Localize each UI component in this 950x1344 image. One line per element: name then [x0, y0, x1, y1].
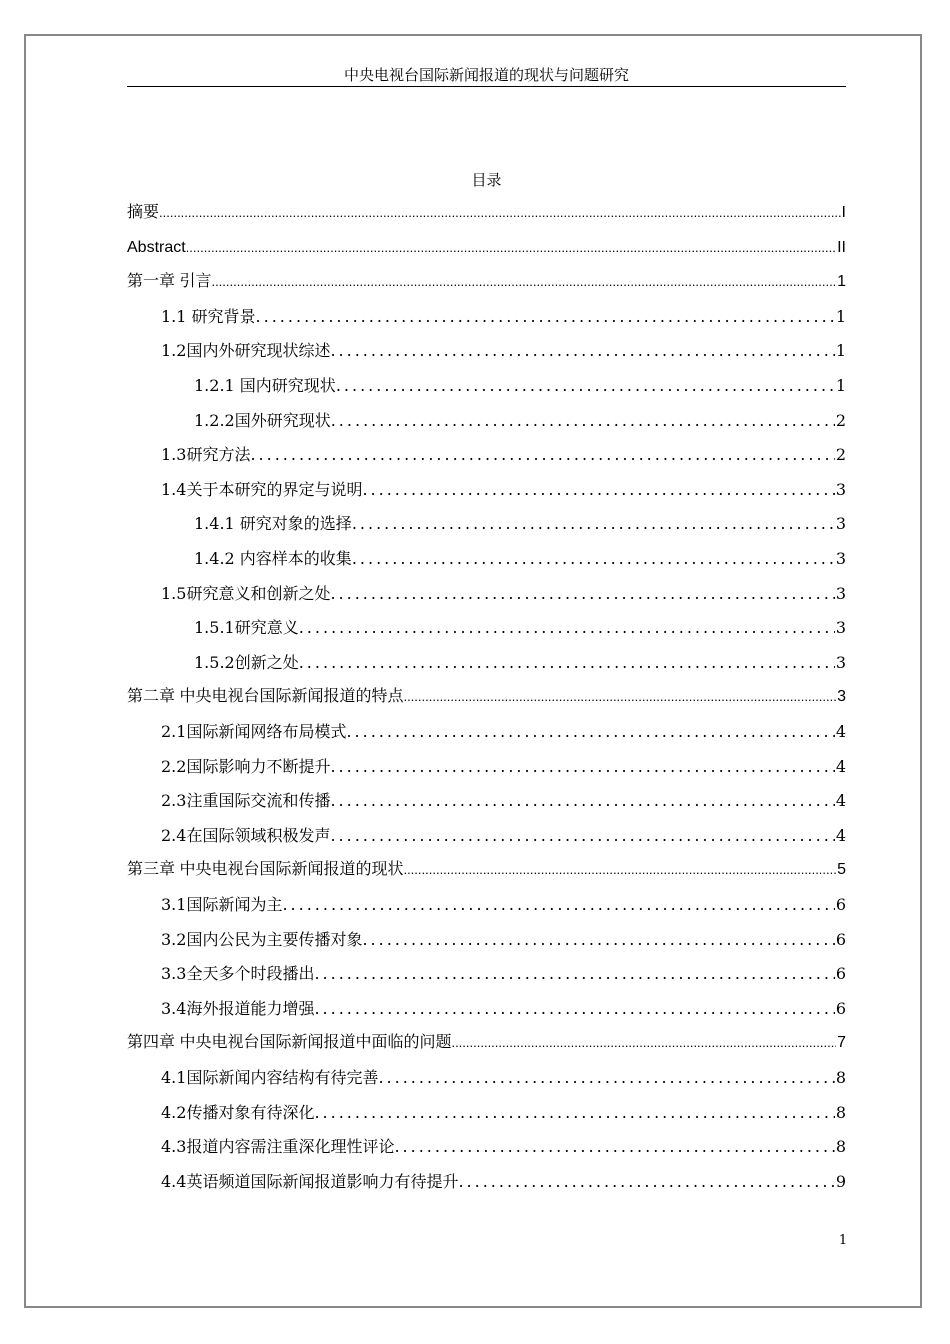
- page-number: 1: [838, 1233, 848, 1248]
- toc-dot-leader: [330, 334, 834, 368]
- toc-entry[interactable]: [161, 473, 846, 507]
- toc-entry-page: 3: [837, 688, 846, 706]
- toc-entry[interactable]: [161, 1165, 846, 1199]
- toc-entry-page: 9: [835, 1171, 846, 1191]
- toc-entry[interactable]: [161, 334, 846, 368]
- toc-dot-leader: [211, 265, 836, 299]
- toc-entry-page: II: [837, 238, 846, 256]
- toc-entry-page: 7: [837, 1034, 846, 1052]
- toc-entry[interactable]: [161, 577, 846, 611]
- toc-entry-page: 3: [835, 549, 846, 568]
- toc-entry-label: 3.2国内公民为主要传播对象: [161, 929, 363, 949]
- toc-entry-label: 1.2国内外研究现状综述: [161, 341, 331, 361]
- toc-entry[interactable]: [161, 438, 846, 472]
- toc-entry[interactable]: [127, 265, 846, 299]
- toc-entry[interactable]: [194, 369, 846, 403]
- toc-entry-label: 4.4英语频道国际新闻报道影响力有待提升: [161, 1171, 459, 1191]
- toc-dot-leader: [403, 853, 836, 887]
- toc-entry[interactable]: [161, 750, 846, 784]
- running-header: 中央电视台国际新闻报道的现状与问题研究: [127, 64, 846, 87]
- toc-entry-page: 5: [837, 861, 846, 879]
- toc-entry-label: 第二章 中央电视台国际新闻报道的特点: [127, 688, 404, 706]
- toc-entry-page: 4: [835, 756, 846, 776]
- toc-dot-leader: [330, 819, 834, 853]
- toc-entry-label: 4.3报道内容需注重深化理性评论: [161, 1137, 395, 1157]
- toc-entry[interactable]: [161, 923, 846, 957]
- toc-entry[interactable]: [161, 1061, 846, 1095]
- toc-entry-label: 3.3全天多个时段播出: [161, 964, 315, 984]
- toc-dot-leader: [362, 473, 834, 507]
- toc-entry-label: 1.5.1研究意义: [194, 618, 299, 638]
- toc-entry[interactable]: [194, 542, 846, 576]
- toc-entry-label: 1.4关于本研究的界定与说明: [161, 479, 363, 499]
- toc-entry[interactable]: [161, 1096, 846, 1130]
- toc-entry-page: 4: [835, 791, 846, 811]
- toc-entry-label: 第四章 中央电视台国际新闻报道中面临的问题: [127, 1034, 452, 1052]
- toc-entry[interactable]: [161, 992, 846, 1026]
- toc-entry-label: 1.5研究意义和创新之处: [161, 583, 331, 603]
- toc-entry[interactable]: [194, 404, 846, 438]
- toc-entry[interactable]: [127, 196, 846, 230]
- toc-entry-page: 3: [835, 583, 846, 603]
- toc-entry-page: 1: [837, 273, 846, 291]
- toc-dot-leader: [314, 992, 834, 1026]
- toc-dot-leader: [352, 507, 835, 541]
- toc-entry-label: 第三章 中央电视台国际新闻报道的现状: [127, 861, 404, 879]
- toc-dot-leader: [299, 646, 835, 680]
- toc-dot-leader: [250, 438, 834, 472]
- toc-dot-leader: [394, 1130, 834, 1164]
- toc-entry-page: 8: [835, 1102, 846, 1122]
- toc-entry-page: 2: [835, 410, 846, 430]
- toc-entry[interactable]: [161, 715, 846, 749]
- toc-entry-label: 1.4.1 研究对象的选择: [194, 514, 352, 534]
- toc-entry[interactable]: [194, 611, 846, 645]
- toc-title: 目录: [471, 171, 502, 189]
- toc-dot-leader: [159, 196, 841, 230]
- toc-entry[interactable]: [127, 853, 846, 887]
- toc-dot-leader: [330, 784, 834, 818]
- toc-entry[interactable]: [161, 819, 846, 853]
- toc-dot-leader: [362, 923, 834, 957]
- toc-entry-page: 3: [835, 479, 846, 499]
- toc-dot-leader: [331, 404, 835, 438]
- toc-entry-label: 1.4.2 内容样本的收集: [194, 549, 352, 568]
- toc-entry-label: 1.5.2创新之处: [194, 652, 299, 672]
- toc-dot-leader: [314, 1096, 834, 1130]
- toc-entry-label: 1.2.1 国内研究现状: [194, 376, 336, 395]
- toc-entry-page: 8: [835, 1137, 846, 1157]
- toc-entry[interactable]: [161, 300, 846, 334]
- toc-entry-label: 2.1国际新闻网络布局模式: [161, 722, 347, 741]
- toc-dot-leader: [378, 1061, 834, 1095]
- toc-entry-label: 1.2.2国外研究现状: [194, 410, 331, 430]
- toc-entry-page: 8: [835, 1068, 846, 1087]
- toc-entry[interactable]: [194, 646, 846, 680]
- toc-entry-page: 3: [835, 652, 846, 672]
- toc-entry-page: 6: [835, 964, 846, 984]
- toc-entry[interactable]: [161, 957, 846, 991]
- toc-entry-label: 1.3研究方法: [161, 445, 251, 465]
- toc-dot-leader: [458, 1165, 834, 1199]
- toc-dot-leader: [451, 1026, 836, 1060]
- toc-dot-leader: [282, 888, 834, 922]
- toc-entry-page: 3: [835, 618, 846, 638]
- toc-entry-page: 4: [835, 722, 846, 741]
- toc-entry-label: 3.4海外报道能力增强: [161, 998, 315, 1018]
- toc-entry-page: 1: [835, 376, 846, 395]
- toc-entry-label: 第一章 引言: [127, 273, 212, 291]
- toc-entry-page: 6: [835, 998, 846, 1018]
- toc-entry-page: 3: [835, 514, 846, 534]
- toc-entry[interactable]: [127, 1026, 846, 1060]
- toc-entry-page: I: [841, 204, 846, 221]
- toc-entry[interactable]: [127, 680, 846, 714]
- toc-dot-leader: [330, 750, 834, 784]
- toc-dot-leader: [403, 680, 836, 714]
- toc-entry-label: 摘要: [127, 204, 160, 221]
- toc-entry-page: 6: [835, 895, 846, 914]
- toc-entry-label: 2.4在国际领域积极发声: [161, 825, 331, 845]
- toc-entry-page: 4: [835, 825, 846, 845]
- toc-entry-page: 1: [835, 306, 846, 326]
- toc-entry[interactable]: [161, 784, 846, 818]
- toc-dot-leader: [336, 369, 835, 403]
- toc-dot-leader: [346, 715, 834, 749]
- toc-entry[interactable]: [161, 888, 846, 922]
- toc-dot-leader: [352, 542, 835, 576]
- toc-dot-leader: [330, 577, 834, 611]
- toc-entry-label: 4.1国际新闻内容结构有待完善: [161, 1068, 379, 1087]
- toc-entry-page: 2: [835, 445, 846, 465]
- toc-entry-label: 3.1国际新闻为主: [161, 895, 283, 914]
- toc-dot-leader: [299, 611, 835, 645]
- toc-entry-label: 4.2传播对象有待深化: [161, 1102, 315, 1122]
- toc-entry-label: 1.1 研究背景: [161, 306, 256, 326]
- toc-dot-leader: [186, 231, 836, 265]
- toc-entry-page: 1: [835, 341, 846, 361]
- toc-entry-label: 2.3注重国际交流和传播: [161, 791, 331, 811]
- toc-entry-label: 2.2国际影响力不断提升: [161, 756, 331, 776]
- toc-entry-page: 6: [835, 929, 846, 949]
- toc-entry[interactable]: [161, 1130, 846, 1164]
- toc-dot-leader: [256, 300, 835, 334]
- toc-entry[interactable]: [194, 507, 846, 541]
- toc-entry[interactable]: [127, 231, 846, 265]
- toc-entry-label: Abstract: [127, 238, 186, 256]
- toc-dot-leader: [314, 957, 834, 991]
